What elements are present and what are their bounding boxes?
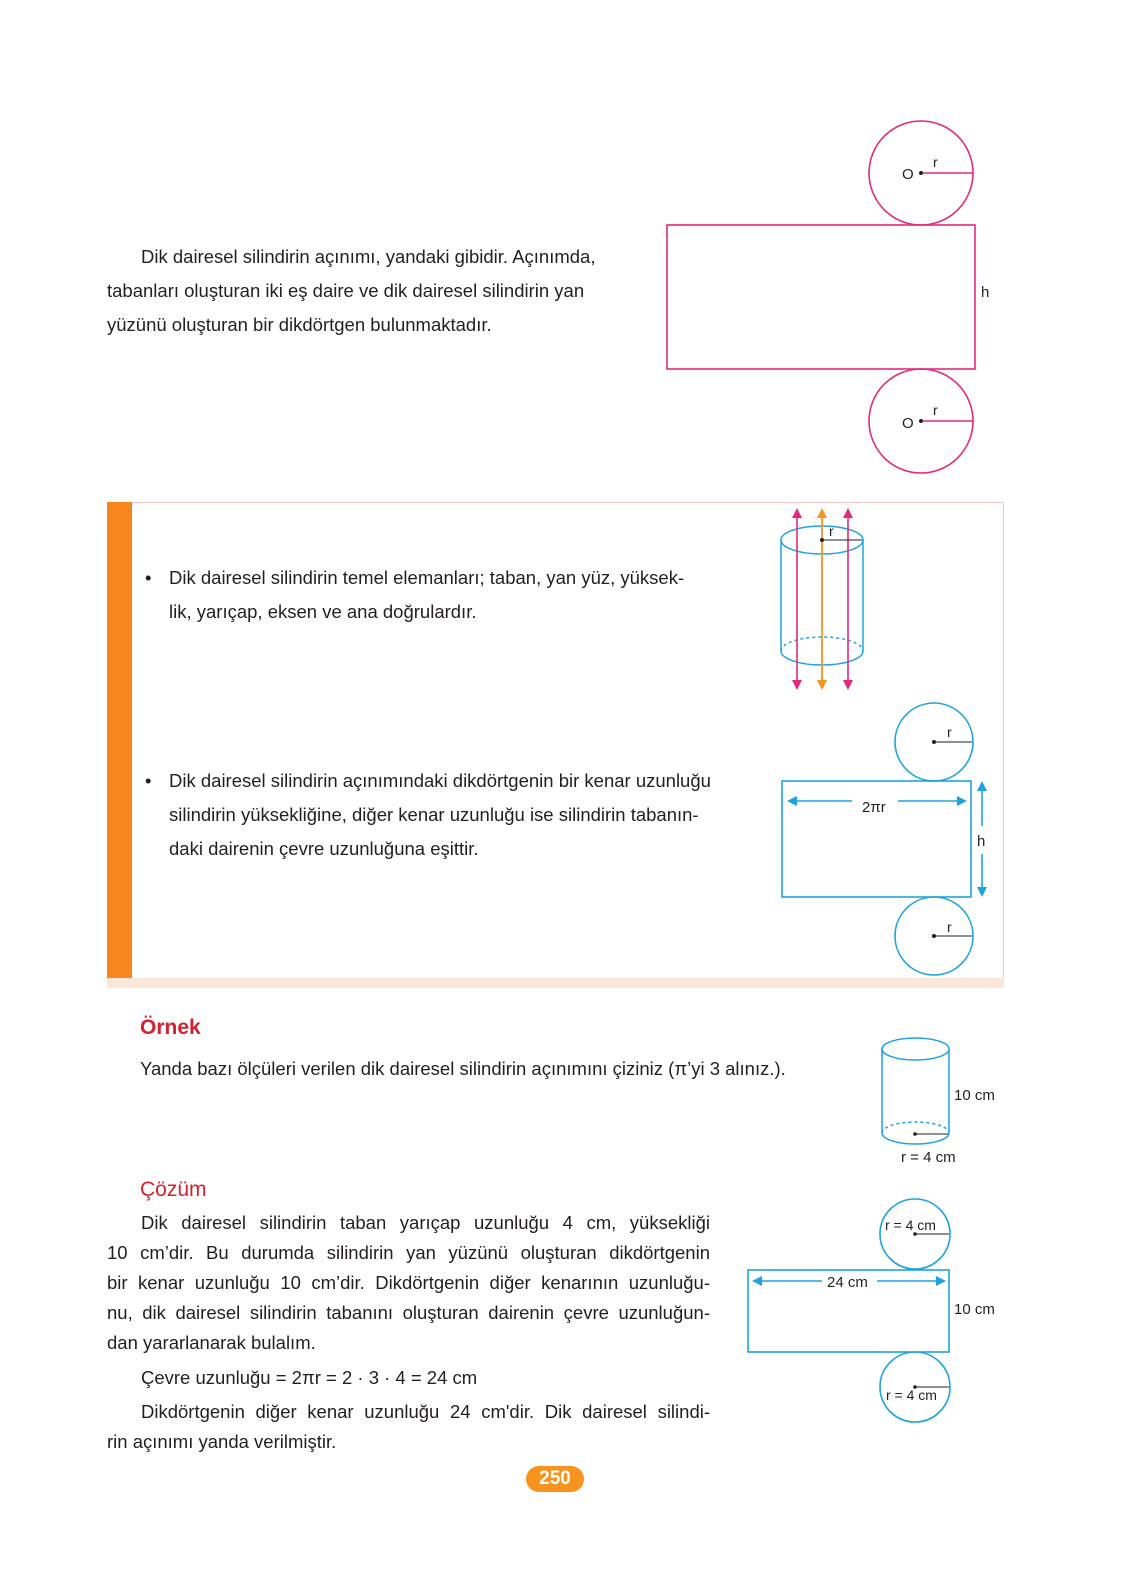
net-bottom-center-dot [932,934,936,938]
solution-formula: Çevre uzunluğu = 2πr = 2 · 3 · 4 = 24 cm [141,1367,478,1388]
top-center-label: O [902,166,914,183]
solution-line-2: 10 cm’dir. Bu durumda silindirin yan yüzünü oluşturan dikdörtgenin [107,1242,710,1263]
top-radius-label: r [933,154,938,170]
bullet-dot-icon: • [145,770,152,791]
intro-line-1: Dik dairesel silindirin açınımı, yandaki gibidir. Açınımda, [141,246,596,267]
sol-width-label: 24 cm [827,1274,868,1291]
bottom-center-label: O [902,415,914,432]
example-question: Yanda bazı ölçüleri verilen dik dairesel silindirin açınımını çiziniz (π’yi 3 alınız.). [140,1058,786,1079]
solution-heading: Çözüm [140,1178,207,1201]
ex-cyl-radius-label: r = 4 cm [901,1149,956,1166]
solution-line-1: Dik dairesel silindirin taban yarıçap uzunluğu 4 cm, yüksekliği [141,1212,710,1233]
solution-line-5: dan yararlanarak bulalım. [107,1332,316,1353]
ex-cyl-bottom-back-arc [882,1122,949,1133]
ex-cyl-top-ellipse [882,1038,949,1060]
net-top-radius-label: r [947,724,952,740]
cylinder-center-dot [820,538,824,542]
height-label: h [981,284,990,301]
bottom-center-dot [919,419,923,423]
intro-line-3: yüzünü oluşturan bir dikdörtgen bulunmaktadır. [107,314,492,335]
bullet-2-line-2: silindirin yüksekliğine, diğer kenar uzunluğu ise silindirin tabanın- [169,804,699,825]
solution-line-3: bir kenar uzunluğu 10 cm’dir. Dikdörtgenin diğer kenarının uzunluğu- [107,1272,710,1293]
sol-bottom-radius-label: r = 4 cm [886,1387,937,1403]
example-heading: Örnek [140,1016,201,1039]
bullet-dot-icon: • [145,567,152,588]
solution-line-6: Dikdörtgenin diğer kenar uzunluğu 24 cm'dir. Dik dairesel silindi- [141,1401,710,1422]
bullet-2-line-1: Dik dairesel silindirin açınımındaki dikdörtgenin bir kenar uzunluğu [169,770,711,791]
bullet-1-line-1: Dik dairesel silindirin temel elemanları; taban, yan yüz, yüksek- [169,567,685,588]
net-top-center-dot [932,740,936,744]
example-cylinder-figure [882,1038,995,1166]
net-height-label: h [977,833,986,850]
sol-height-label: 10 cm [954,1301,995,1318]
ex-cyl-height-label: 10 cm [954,1087,995,1104]
bullet-1-line-2: lik, yarıçap, eksen ve ana doğrulardır. [169,601,477,622]
solution-line-7: rin açınımı yanda verilmiştir. [107,1431,337,1452]
intro-line-2: tabanları oluşturan iki eş daire ve dik dairesel silindirin yan [107,280,585,301]
cylinder-radius-label: r [829,523,834,539]
sol-top-radius-label: r = 4 cm [885,1217,936,1233]
net-width-label: 2πr [862,799,886,816]
solution-net-figure [748,1199,995,1422]
ex-cyl-center-dot [913,1132,917,1136]
page-number: 250 [526,1466,584,1492]
bullet-2-line-3: daki dairenin çevre uzunluğuna eşittir. [169,838,479,859]
net-bottom-radius-label: r [947,919,952,935]
solution-line-4: nu, dik dairesel silindirin tabanını oluşturan dairenin çevre uzunluğun- [107,1302,710,1323]
info-cylinder-figure [781,510,863,688]
top-center-dot [919,171,923,175]
bottom-radius-label: r [933,402,938,418]
intro-net-figure [667,121,989,473]
info-net-figure [782,703,985,975]
lateral-rectangle [667,225,975,369]
